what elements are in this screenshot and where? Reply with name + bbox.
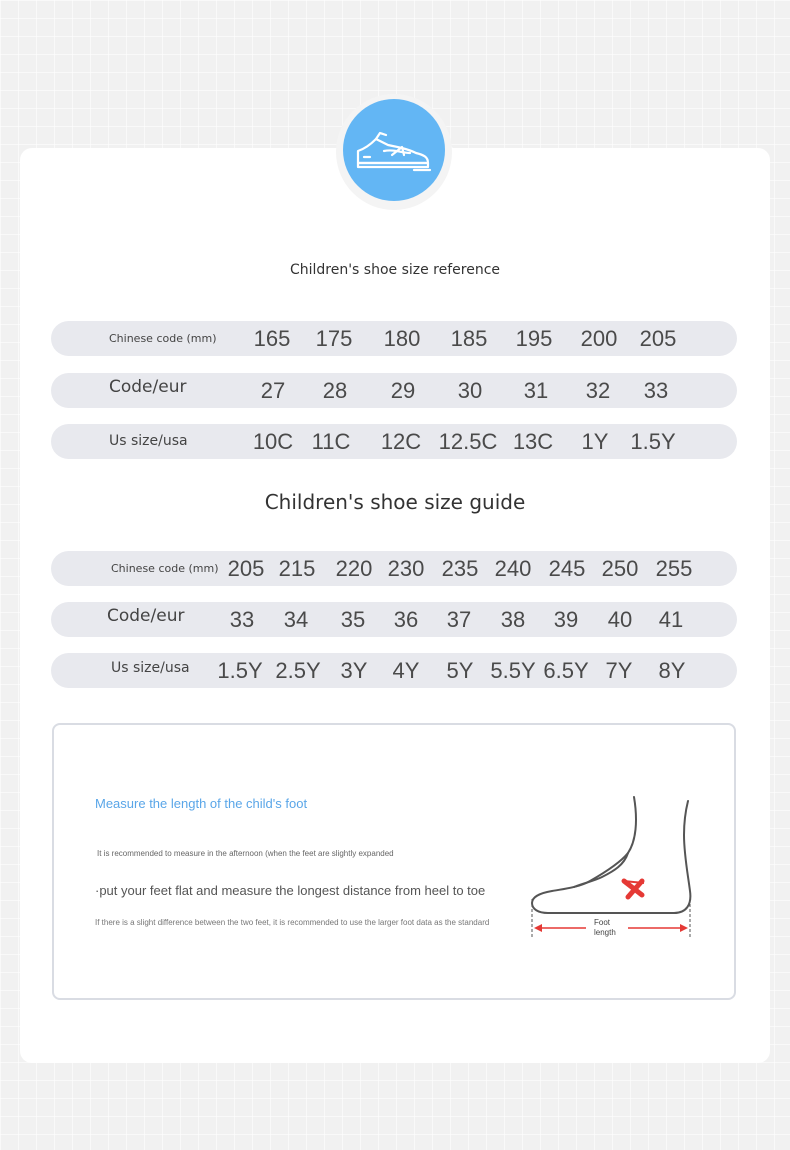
size-cell: 185 bbox=[450, 326, 488, 351]
size-cell: 11C bbox=[311, 429, 351, 454]
sneaker-icon bbox=[354, 127, 434, 173]
logo-badge bbox=[343, 99, 445, 201]
size-cell: 250 bbox=[601, 556, 639, 581]
measure-title: Measure the length of the child's foot bbox=[95, 796, 308, 811]
size-cell: 175 bbox=[315, 326, 353, 351]
size-cell: 28 bbox=[322, 378, 348, 403]
size-cell: 39 bbox=[553, 607, 579, 632]
reference-row-chinese-code bbox=[51, 321, 737, 356]
size-cell: 36 bbox=[393, 607, 419, 632]
guide-row-chinese-code bbox=[51, 551, 737, 586]
size-cell: 33 bbox=[229, 607, 255, 632]
size-cell: 27 bbox=[260, 378, 286, 403]
measure-tip-larger-foot: If there is a slight difference between the two feet, it is recommended to use the larger foot data as the standard bbox=[95, 918, 490, 927]
size-cell: 6.5Y bbox=[543, 658, 589, 683]
size-cell: 12C bbox=[380, 429, 422, 454]
size-cell: 220 bbox=[335, 556, 373, 581]
row-label: Chinese code (mm) bbox=[109, 332, 217, 345]
size-cell: 8Y bbox=[658, 658, 686, 683]
reference-title: Children's shoe size reference bbox=[289, 262, 501, 278]
size-cell: 180 bbox=[383, 326, 421, 351]
foot-label-line1: Foot bbox=[594, 918, 611, 927]
size-cell: 1Y bbox=[581, 429, 609, 454]
size-cell: 31 bbox=[523, 378, 549, 403]
size-cell: 215 bbox=[278, 556, 316, 581]
size-cell: 230 bbox=[387, 556, 425, 581]
guide-row-eur bbox=[51, 602, 737, 637]
measurement-panel bbox=[52, 723, 736, 1000]
size-cell: 165 bbox=[253, 326, 291, 351]
guide-title: Children's shoe size guide bbox=[264, 490, 526, 514]
size-cell: 3Y bbox=[340, 658, 368, 683]
size-cell: 205 bbox=[639, 326, 677, 351]
size-cell: 12.5C bbox=[438, 429, 498, 454]
size-cell: 235 bbox=[441, 556, 479, 581]
reference-row-us bbox=[51, 424, 737, 459]
foot-label-line2: length bbox=[594, 928, 616, 937]
size-cell: 240 bbox=[494, 556, 532, 581]
size-cell: 205 bbox=[227, 556, 265, 581]
size-cell: 33 bbox=[643, 378, 669, 403]
size-cell: 195 bbox=[515, 326, 553, 351]
foot-length-diagram bbox=[524, 791, 704, 941]
size-cell: 4Y bbox=[392, 658, 420, 683]
size-cell: 245 bbox=[548, 556, 586, 581]
size-cell: 255 bbox=[655, 556, 693, 581]
row-label: Code/eur bbox=[109, 377, 187, 397]
row-label: Us size/usa bbox=[111, 660, 190, 676]
size-cell: 5Y bbox=[446, 658, 474, 683]
size-cell: 1.5Y bbox=[630, 429, 676, 454]
size-cell: 7Y bbox=[605, 658, 633, 683]
guide-row-us bbox=[51, 653, 737, 688]
size-cell: 40 bbox=[607, 607, 633, 632]
size-cell: 38 bbox=[500, 607, 526, 632]
size-cell: 37 bbox=[446, 607, 472, 632]
size-cell: 32 bbox=[585, 378, 611, 403]
size-cell: 35 bbox=[340, 607, 366, 632]
ankle-line bbox=[574, 853, 628, 887]
reference-row-eur bbox=[51, 373, 737, 408]
measure-tip-afternoon: It is recommended to measure in the afternoon (when the feet are slightly expanded bbox=[97, 849, 394, 858]
size-cell: 41 bbox=[658, 607, 684, 632]
size-cell: 13C bbox=[512, 429, 554, 454]
row-label: Chinese code (mm) bbox=[111, 562, 219, 575]
size-cell: 5.5Y bbox=[490, 658, 536, 683]
size-cell: 29 bbox=[390, 378, 416, 403]
row-label: Us size/usa bbox=[109, 433, 188, 449]
brand-mark-icon bbox=[624, 881, 644, 897]
size-cell: 200 bbox=[580, 326, 618, 351]
size-cell: 10C bbox=[252, 429, 294, 454]
row-label: Code/eur bbox=[107, 606, 185, 626]
size-cell: 34 bbox=[283, 607, 309, 632]
foot-outline bbox=[532, 797, 690, 913]
measure-tip-heel-to-toe: ·put your feet flat and measure the longest distance from heel to toe bbox=[95, 883, 486, 898]
size-cell: 2.5Y bbox=[275, 658, 321, 683]
size-cell: 1.5Y bbox=[217, 658, 263, 683]
size-cell: 30 bbox=[457, 378, 483, 403]
